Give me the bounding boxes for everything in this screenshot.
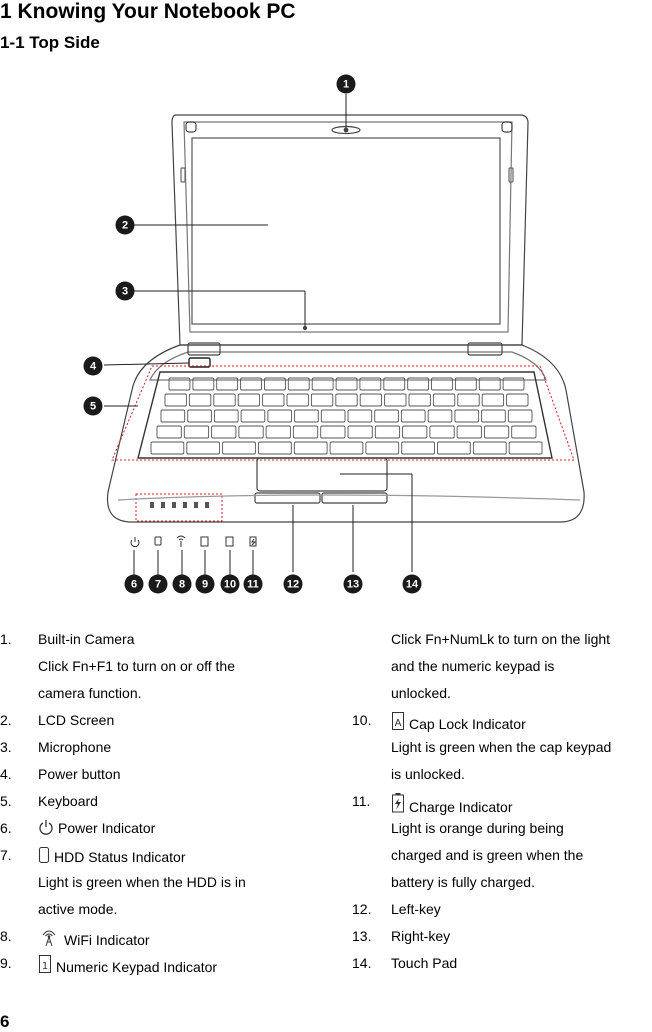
keyboard-key [508, 410, 532, 422]
item-label: Power Indicator [58, 820, 156, 836]
callout-number: 2 [121, 219, 129, 232]
wifi-icon [38, 927, 60, 951]
item-description: Click Fn+F1 to turn on or off the [38, 658, 236, 674]
hdd-icon [38, 846, 50, 868]
keyboard-key [287, 394, 308, 406]
keyboard-key [360, 394, 381, 406]
callout-number: 7 [154, 578, 162, 591]
keyboard-key [482, 410, 506, 422]
item-label: Right-key [391, 928, 451, 944]
keyboard-key [189, 394, 210, 406]
keyboard-key [212, 426, 236, 438]
indicator-led [150, 502, 154, 508]
keyboard-key [473, 442, 506, 454]
power-icon [38, 819, 54, 839]
indicator-led [172, 502, 176, 508]
item-number: 8. [0, 928, 12, 944]
item-description: battery is fully charged. [391, 874, 535, 890]
item-description: charged and is green when the [391, 847, 584, 863]
keyboard-key [295, 410, 319, 422]
lcd-screen [192, 138, 500, 324]
item-description: active mode. [38, 901, 118, 917]
keyboard-key [161, 410, 185, 422]
item-label: Charge Indicator [409, 799, 513, 815]
keyboard-key [430, 426, 454, 438]
keyboard-key [348, 426, 372, 438]
keyboard-key [187, 442, 220, 454]
keyboard-key [385, 394, 406, 406]
callout-badge [173, 575, 192, 594]
callout-number: 14 [405, 578, 419, 591]
keyboard-key [366, 442, 399, 454]
keyboard-key [375, 426, 399, 438]
callout-number: 1 [342, 78, 350, 91]
callout-number: 11 [247, 578, 259, 591]
item-description: Click Fn+NumLk to turn on the light [391, 631, 611, 647]
keyboard-key [455, 410, 479, 422]
indicator-led [183, 502, 187, 508]
callout-badge [116, 216, 135, 235]
item-number: 11. [352, 793, 371, 809]
item-label: Microphone [38, 739, 112, 755]
item-description: camera function. [38, 685, 142, 701]
keyboard-key [401, 410, 425, 422]
callout-badge [116, 282, 135, 301]
lid-outline [172, 115, 528, 345]
indicator-led [205, 502, 209, 508]
chapter-heading: 1 Knowing Your Notebook PC [0, 0, 296, 23]
callout-badge [221, 575, 240, 594]
callout-badge [344, 575, 363, 594]
keyboard-key [268, 410, 292, 422]
keyboard-key [214, 410, 238, 422]
item-description: and the numeric keypad is [391, 658, 555, 674]
item-description: Light is orange during being [391, 820, 564, 836]
keyboard-key [239, 426, 263, 438]
item-number: 6. [0, 820, 12, 836]
item-description: Light is green when the HDD is in [38, 874, 246, 890]
keyboard-key [259, 442, 292, 454]
keyboard-key [157, 426, 181, 438]
item-label: HDD Status Indicator [54, 849, 186, 865]
callout-number: 5 [89, 400, 97, 413]
item-label: Keyboard [38, 793, 98, 809]
callout-number: 10 [223, 578, 237, 591]
svg-text:1: 1 [41, 961, 49, 972]
keyboard-key [311, 394, 332, 406]
keyboard-key [330, 442, 363, 454]
item-number: 5. [0, 793, 12, 809]
callout-badge [125, 575, 144, 594]
microphone [304, 327, 307, 330]
item-label: WiFi Indicator [64, 932, 150, 948]
callout-number: 6 [130, 578, 138, 591]
charge-icon [391, 792, 405, 818]
item-description: is unlocked. [391, 766, 465, 782]
keyboard-key [238, 394, 259, 406]
keyboard-key [188, 410, 212, 422]
keyboard-key [428, 410, 452, 422]
item-number: 13. [352, 928, 372, 944]
callout-badge [196, 575, 215, 594]
item-label: Left-key [391, 901, 441, 917]
keyboard-key [348, 410, 372, 422]
callout-number: 13 [346, 578, 360, 591]
item-number: 10. [352, 712, 372, 728]
item-label: Built-in Camera [38, 631, 135, 647]
caplock-icon [391, 711, 405, 735]
keyboard-key [509, 442, 542, 454]
item-description: unlocked. [391, 685, 451, 701]
keyboard-key [263, 394, 284, 406]
item-label: Power button [38, 766, 121, 782]
keyboard-key [409, 394, 430, 406]
keyboard-key [151, 442, 184, 454]
keyboard-key [457, 426, 481, 438]
section-heading: 1-1 Top Side [0, 33, 100, 52]
keyboard-key [165, 394, 186, 406]
keyboard-key [403, 426, 427, 438]
item-label: LCD Screen [38, 712, 115, 728]
callout-badge [403, 575, 422, 594]
numlock-icon [38, 954, 52, 978]
keyboard-key [223, 442, 256, 454]
callout-badge [84, 397, 103, 416]
callout-badge [84, 357, 103, 376]
callout-number: 8 [178, 578, 186, 591]
keyboard-key [321, 410, 345, 422]
callout-number: 12 [286, 578, 300, 591]
keyboard-key [402, 442, 435, 454]
item-number: 4. [0, 766, 12, 782]
item-label: Touch Pad [391, 955, 458, 971]
keyboard-key [321, 426, 345, 438]
page-number: 6 [0, 1012, 10, 1031]
item-label: Cap Lock Indicator [409, 716, 526, 732]
item-number: 2. [0, 712, 12, 728]
keyboard-key [438, 442, 471, 454]
keyboard-key [512, 426, 536, 438]
svg-text:A: A [394, 718, 402, 729]
keyboard-key [507, 394, 528, 406]
keyboard-key [336, 394, 357, 406]
keyboard-key [482, 394, 503, 406]
callout-badge [337, 75, 356, 94]
keyboard-key [293, 426, 317, 438]
keyboard-key [294, 442, 327, 454]
item-number: 14. [352, 955, 372, 971]
callout-number: 4 [89, 360, 97, 373]
item-number: 3. [0, 739, 12, 755]
item-number: 7. [0, 847, 12, 863]
callout-badge [284, 575, 303, 594]
keyboard-key [458, 394, 479, 406]
keyboard-key [484, 426, 508, 438]
indicator-led [161, 502, 165, 508]
keyboard-key [375, 410, 399, 422]
item-number: 9. [0, 955, 12, 971]
item-number: 1. [0, 631, 12, 647]
callout-number: 9 [201, 578, 209, 591]
indicator-led [194, 502, 198, 508]
keyboard-key [214, 394, 235, 406]
notebook-top-view-diagram [0, 60, 652, 610]
item-label: Numeric Keypad Indicator [56, 959, 218, 975]
keyboard-key [184, 426, 208, 438]
item-description: Light is green when the cap keypad [391, 739, 612, 755]
callout-badge [149, 575, 168, 594]
keyboard-key [241, 410, 265, 422]
callout-badge [244, 575, 263, 594]
callout-number: 3 [121, 285, 129, 298]
item-number: 12. [352, 901, 372, 917]
keyboard-key [433, 394, 454, 406]
keyboard-key [266, 426, 290, 438]
